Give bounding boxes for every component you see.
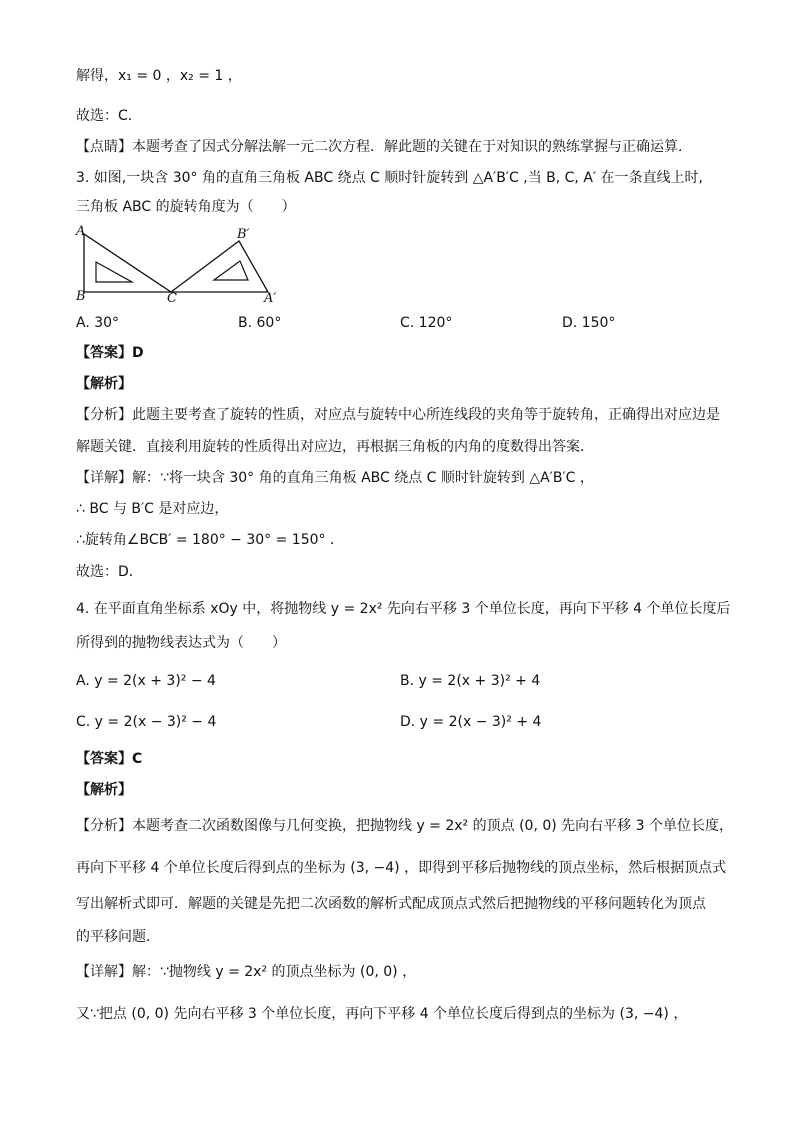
analysis-label: 【解析】 [76, 782, 132, 798]
answer-choice-line: 故选：C． [76, 108, 142, 124]
answer-label: 【答案】D [76, 345, 144, 361]
q4-option-c: C. y = 2(x − 3)² − 4 [76, 714, 217, 730]
question-3-stem: 3. 如图,一块含 30° 角的直角三角板 ABC 绕点 C 顺时针旋转到 △A′B′C ,当 B, C, A′ 在一条直线上时, [76, 170, 703, 186]
analysis-paragraph-cont: 再向下平移 4 个单位长度后得到点的坐标为 (3, −4) ，即得到平移后抛物线的顶点坐标，然后根据顶点式 [76, 860, 727, 876]
detail-paragraph: 【详解】解：∵抛物线 y = 2x² 的顶点坐标为 (0, 0) ， [76, 964, 417, 980]
detail-paragraph: 【详解】解：∵将一块含 30° 角的直角三角板 ABC 绕点 C 顺时针旋转到 △A′B′C ， [76, 470, 594, 486]
label-B: B [76, 289, 86, 304]
rotation-triangles-figure [74, 224, 294, 304]
question-3-stem-cont: 三角板 ABC 的旋转角度为（ ） [76, 199, 296, 215]
detail-line: 又∵把点 (0, 0) 先向右平移 3 个单位长度，再向下平移 4 个单位长度后得到点的坐标为 (3, −4) ， [76, 1006, 688, 1022]
comment-paragraph: 【点睛】本题考查了因式分解法解一元二次方程．解此题的关键在于对知识的熟练掌握与正确运算． [76, 139, 692, 155]
question-4-stem-cont: 所得到的抛物线表达式为（ ） [76, 635, 286, 651]
q3-option-a: A. 30° [76, 315, 120, 331]
label-B-prime: B′ [237, 227, 250, 242]
label-A: A [76, 224, 86, 239]
analysis-paragraph-cont: 解题关键．直接利用旋转的性质得出对应边，再根据三角板的内角的度数得出答案． [76, 439, 594, 455]
detail-line: ∴ BC 与 B′C 是对应边， [76, 501, 229, 517]
q4-option-b: B. y = 2(x + 3)² + 4 [400, 673, 541, 689]
label-A-prime: A′ [264, 291, 277, 304]
q3-option-b: B. 60° [238, 315, 282, 331]
analysis-paragraph: 【分析】本题考查二次函数图像与几何变换，把抛物线 y = 2x² 的顶点 (0, 0) 先向右平移 3 个单位长度， [76, 818, 733, 834]
answer-label: 【答案】C [76, 751, 143, 767]
analysis-label: 【解析】 [76, 376, 132, 392]
q4-option-a: A. y = 2(x + 3)² − 4 [76, 673, 216, 689]
analysis-paragraph-cont: 的平移问题． [76, 929, 160, 945]
detail-line: ∴旋转角∠BCB′ = 180° − 30° = 150° ． [76, 532, 344, 548]
answer-choice-line: 故选：D． [76, 564, 143, 580]
q4-option-d: D. y = 2(x − 3)² + 4 [400, 714, 542, 730]
question-4-stem: 4. 在平面直角坐标系 xOy 中，将抛物线 y = 2x² 先向右平移 3 个单位长度，再向下平移 4 个单位长度后 [76, 601, 731, 617]
label-C: C [167, 291, 177, 304]
analysis-paragraph: 【分析】此题主要考查了旋转的性质，对应点与旋转中心所连线段的夹角等于旋转角，正确得出对应边是 [76, 407, 720, 423]
q3-option-d: D. 150° [562, 315, 616, 331]
q3-option-c: C. 120° [400, 315, 453, 331]
solution-line: 解得，x₁ = 0 ，x₂ = 1 ， [76, 68, 242, 84]
analysis-paragraph-cont: 写出解析式即可．解题的关键是先把二次函数的解析式配成顶点式然后把抛物线的平移问题转化为顶点 [76, 896, 706, 912]
